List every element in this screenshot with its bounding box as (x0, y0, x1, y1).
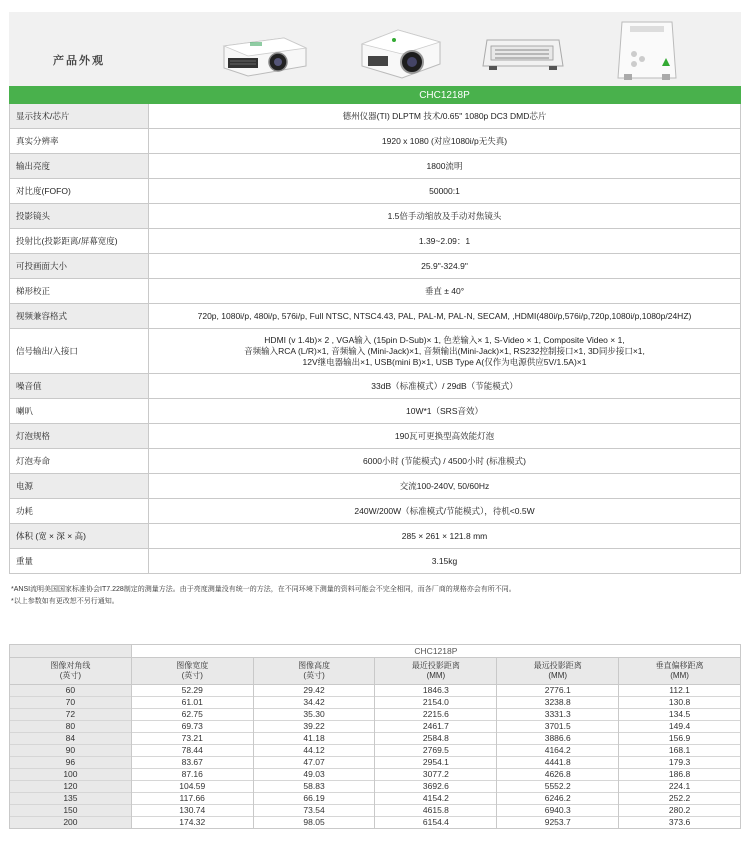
distance-cell: 130.74 (131, 805, 253, 817)
distance-cell: 78.44 (131, 745, 253, 757)
distance-cell: 179.3 (619, 757, 741, 769)
spec-value (149, 329, 741, 374)
spec-value-line: 垂直 ± 40° (424, 285, 465, 296)
distance-cell: 29.42 (253, 685, 375, 697)
spec-label: 输出亮度 (10, 154, 149, 179)
distance-cell: 6154.4 (375, 817, 497, 829)
spec-row (10, 279, 741, 304)
distance-column-header (131, 658, 253, 685)
spec-value (149, 304, 741, 329)
spec-value-line: HDMI (v 1.4b)× 2 , VGA输入 (15pin D-Sub)× 1, 色差输入× 1, S-Video × 1, Composite Video × 1, (264, 334, 625, 345)
distance-column-header (619, 658, 741, 685)
distance-cell: 60 (10, 685, 132, 697)
spec-value (149, 229, 741, 254)
distance-cell: 117.66 (131, 793, 253, 805)
distance-cell: 66.19 (253, 793, 375, 805)
distance-cell: 70 (10, 697, 132, 709)
distance-column-header-line: (MM) (426, 671, 446, 680)
distance-cell: 98.05 (253, 817, 375, 829)
spec-value (149, 499, 741, 524)
spec-label: 灯泡规格 (10, 424, 149, 449)
distance-column-header (497, 658, 619, 685)
distance-row (10, 697, 741, 709)
distance-cell: 4615.8 (375, 805, 497, 817)
distance-cell: 373.6 (619, 817, 741, 829)
projection-distance-table (9, 644, 741, 829)
distance-row (10, 805, 741, 817)
distance-cell: 4164.2 (497, 745, 619, 757)
distance-cell: 80 (10, 721, 132, 733)
spec-value (149, 179, 741, 204)
spec-value (149, 449, 741, 474)
spec-label: 噪音值 (10, 374, 149, 399)
distance-cell: 61.01 (131, 697, 253, 709)
spec-value-line: 交流100-240V, 50/60Hz (399, 480, 490, 491)
projector-rear-image (481, 30, 565, 76)
distance-cell: 3692.6 (375, 781, 497, 793)
distance-cell: 3238.8 (497, 697, 619, 709)
spec-row (10, 374, 741, 399)
spec-value (149, 524, 741, 549)
distance-cell: 3331.3 (497, 709, 619, 721)
distance-cell: 134.5 (619, 709, 741, 721)
spec-model-row (10, 87, 741, 104)
spec-label: 对比度(FOFO) (10, 179, 149, 204)
spec-label: 可投画面大小 (10, 254, 149, 279)
distance-row (10, 733, 741, 745)
spec-value (149, 374, 741, 399)
distance-cell: 112.1 (619, 685, 741, 697)
distance-column-header-line: (英寸) (181, 671, 203, 680)
spec-value (149, 399, 741, 424)
distance-cell: 2584.8 (375, 733, 497, 745)
distance-cell: 1846.3 (375, 685, 497, 697)
distance-cell: 280.2 (619, 805, 741, 817)
spec-value (149, 129, 741, 154)
distance-cell: 47.07 (253, 757, 375, 769)
distance-cell: 224.1 (619, 781, 741, 793)
distance-cell: 5552.2 (497, 781, 619, 793)
spec-table (9, 86, 741, 574)
distance-row (10, 769, 741, 781)
spec-value-line: 3.15kg (431, 555, 458, 566)
distance-cell: 2776.1 (497, 685, 619, 697)
distance-cell: 120 (10, 781, 132, 793)
footnotes (11, 584, 516, 608)
distance-cell: 69.73 (131, 721, 253, 733)
distance-row (10, 709, 741, 721)
distance-cell: 49.03 (253, 769, 375, 781)
spec-row (10, 304, 741, 329)
spec-row (10, 104, 741, 129)
distance-column-header-line: 最远投影距离 (533, 661, 582, 670)
spec-row (10, 229, 741, 254)
distance-cell: 73.21 (131, 733, 253, 745)
distance-cell: 84 (10, 733, 132, 745)
distance-cell: 130.8 (619, 697, 741, 709)
spec-value (149, 154, 741, 179)
projector-front-image (214, 24, 310, 82)
distance-cell: 149.4 (619, 721, 741, 733)
distance-column-header-line: (MM) (670, 671, 689, 680)
spec-value (149, 424, 741, 449)
distance-cell: 35.30 (253, 709, 375, 721)
spec-value-line: 50000:1 (429, 185, 460, 196)
appearance-header (9, 12, 741, 86)
distance-cell: 72 (10, 709, 132, 721)
distance-model-row (10, 645, 741, 658)
spec-value-line: 1.5倍手动缩放及手动对焦镜头 (387, 210, 502, 221)
footnote-change: *以上参数如有更改恕不另行通知。 (11, 598, 119, 605)
distance-cell: 174.32 (131, 817, 253, 829)
distance-cell: 41.18 (253, 733, 375, 745)
spec-label: 信号输出/入接口 (10, 329, 149, 374)
distance-cell: 135 (10, 793, 132, 805)
distance-cell: 2954.1 (375, 757, 497, 769)
spec-row (10, 524, 741, 549)
spec-row (10, 254, 741, 279)
spec-value (149, 104, 741, 129)
spec-label: 功耗 (10, 499, 149, 524)
distance-cell: 4154.2 (375, 793, 497, 805)
distance-cell: 186.8 (619, 769, 741, 781)
distance-cell: 52.29 (131, 685, 253, 697)
distance-cell: 100 (10, 769, 132, 781)
spec-label: 喇叭 (10, 399, 149, 424)
spec-row (10, 399, 741, 424)
distance-model-blank (10, 645, 132, 658)
distance-cell: 39.22 (253, 721, 375, 733)
distance-column-header-line: 垂直偏移距离 (655, 661, 704, 670)
distance-cell: 252.2 (619, 793, 741, 805)
distance-column-header-line: (英寸) (59, 671, 82, 680)
distance-cell: 87.16 (131, 769, 253, 781)
distance-column-header (10, 658, 132, 685)
spec-row (10, 499, 741, 524)
projector-top-image (612, 14, 682, 84)
spec-row (10, 179, 741, 204)
distance-column-header-line: 图像高度 (298, 661, 331, 670)
distance-cell: 104.59 (131, 781, 253, 793)
spec-value-line: 33dB（标准模式）/ 29dB（节能模式） (371, 380, 518, 391)
distance-cell: 83.67 (131, 757, 253, 769)
distance-column-header (375, 658, 497, 685)
distance-cell: 2769.5 (375, 745, 497, 757)
spec-value-line: 德州仪器(TI) DLPTM 技术/0.65" 1080p DC3 DMD芯片 (342, 110, 547, 121)
spec-label: 真实分辨率 (10, 129, 149, 154)
distance-cell: 90 (10, 745, 132, 757)
distance-row (10, 685, 741, 697)
spec-label: 投射比(投影距离/屏幕宽度) (10, 229, 149, 254)
spec-label: 电源 (10, 474, 149, 499)
spec-row (10, 129, 741, 154)
spec-value-line: 190瓦可更换型高效能灯泡 (394, 430, 495, 441)
distance-column-header-line: (MM) (548, 671, 568, 680)
spec-value-line: 720p, 1080i/p, 480i/p, 576i/p, Full NTSC, NTSC4.43, PAL, PAL-M, PAL-N, SECAM, ,HDMI(480i/p,576i/p,720p,1080i/p,1080p/24HZ) (197, 310, 692, 321)
distance-cell: 156.9 (619, 733, 741, 745)
spec-value-line: 1.39~2.09：1 (418, 235, 471, 246)
spec-row (10, 549, 741, 574)
distance-cell: 168.1 (619, 745, 741, 757)
spec-value-line: 25.9"-324.9" (421, 260, 468, 271)
spec-value-line: 音频输入RCA (L/R)×1, 音频输入 (Mini-Jack)×1, 音频输出(Mini-Jack)×1, RS232控制接口×1, 3D同步接口×1, (244, 345, 645, 356)
spec-label: 体积 (宽 × 深 × 高) (10, 524, 149, 549)
spec-model-blank (10, 87, 149, 104)
distance-row (10, 781, 741, 793)
distance-column-header-line: (英寸) (303, 671, 325, 680)
spec-value-line: 1920 x 1080 (对应1080i/p无失真) (381, 135, 508, 146)
distance-column-header-line: 图像宽度 (176, 661, 209, 670)
distance-cell: 58.83 (253, 781, 375, 793)
spec-row (10, 154, 741, 179)
distance-column-header (253, 658, 375, 685)
distance-row (10, 745, 741, 757)
distance-cell: 2215.6 (375, 709, 497, 721)
distance-cell: 34.42 (253, 697, 375, 709)
spec-label: 梯形校正 (10, 279, 149, 304)
spec-value (149, 549, 741, 574)
spec-value-line: 10W*1（SRS音效） (406, 405, 483, 416)
distance-row (10, 817, 741, 829)
distance-cell: 200 (10, 817, 132, 829)
distance-column-header-line: 最近投影距离 (411, 661, 460, 670)
projector-angled-image (354, 20, 446, 84)
distance-cell: 44.12 (253, 745, 375, 757)
distance-row (10, 793, 741, 805)
distance-cell: 2461.7 (375, 721, 497, 733)
distance-cell: 96 (10, 757, 132, 769)
spec-label: 灯泡寿命 (10, 449, 149, 474)
spec-row (10, 449, 741, 474)
distance-row (10, 721, 741, 733)
distance-cell: 150 (10, 805, 132, 817)
spec-row (10, 474, 741, 499)
distance-cell: 73.54 (253, 805, 375, 817)
spec-value (149, 279, 741, 304)
spec-label: 投影镜头 (10, 204, 149, 229)
distance-model-name: CHC1218P (131, 645, 740, 658)
footnote-ansi: *ANSI流明美国国家标准协会IT7.228制定的测量方法。由于亮度测量没有统一的方法，在不同环境下测量的资料可能会不完全相同，而各厂商的规格亦会有所不同。 (11, 586, 516, 593)
spec-row (10, 204, 741, 229)
spec-row (10, 329, 741, 374)
spec-model-name: CHC1218P (149, 87, 741, 104)
distance-cell: 6940.3 (497, 805, 619, 817)
spec-label: 重量 (10, 549, 149, 574)
spec-label: 视频兼容格式 (10, 304, 149, 329)
distance-row (10, 757, 741, 769)
distance-cell: 3886.6 (497, 733, 619, 745)
spec-row (10, 424, 741, 449)
spec-value (149, 474, 741, 499)
spec-value-line: 240W/200W（标准模式/节能模式），待机<0.5W (354, 505, 535, 516)
distance-column-header-line: 图像对角线 (50, 661, 91, 670)
spec-value (149, 204, 741, 229)
distance-cell: 3701.5 (497, 721, 619, 733)
distance-cell: 3077.2 (375, 769, 497, 781)
distance-cell: 2154.0 (375, 697, 497, 709)
distance-cell: 4441.8 (497, 757, 619, 769)
spec-value-line: 12V继电器输出×1, USB(mini B)×1, USB Type A(仅作为电源供应5V/1.5A)×1 (302, 356, 587, 367)
spec-value-line: 6000小时 (节能模式) / 4500小时 (标准模式) (363, 455, 526, 466)
spec-value-line: 1800流明 (426, 160, 463, 171)
distance-cell: 4626.8 (497, 769, 619, 781)
distance-cell: 6246.2 (497, 793, 619, 805)
appearance-title: 产品外观 (53, 55, 105, 67)
distance-column-headers (10, 658, 741, 685)
distance-cell: 62.75 (131, 709, 253, 721)
distance-cell: 9253.7 (497, 817, 619, 829)
spec-value (149, 254, 741, 279)
spec-label: 显示技术/芯片 (10, 104, 149, 129)
spec-value-line: 285 × 261 × 121.8 mm (401, 530, 488, 541)
